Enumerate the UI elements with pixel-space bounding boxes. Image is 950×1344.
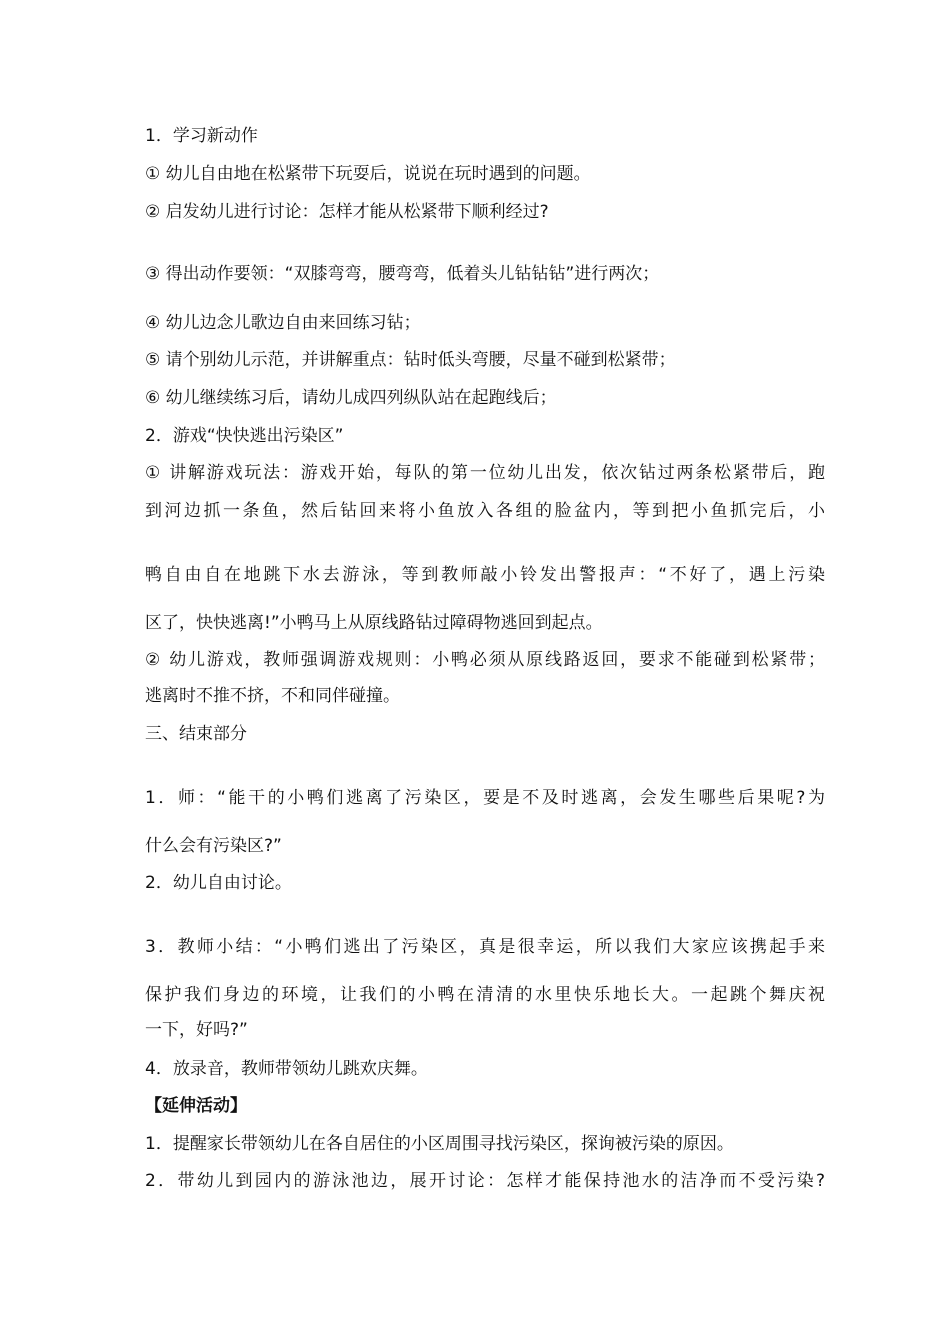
ending-dance: 4．放录音，教师带领幼儿跳欢庆舞。 (145, 1059, 428, 1079)
step-3-action-essentials: ③ 得出动作要领：“双膝弯弯，腰弯弯，低着头儿钻钻钻”进行两次； (145, 264, 660, 284)
ending-summary-line-3: 一下，好吗?” (145, 1020, 248, 1040)
ending-summary-line-1: 3．教师小结：“小鸭们逃出了污染区，真是很幸运，所以我们大家应该携起手来 (145, 937, 825, 957)
section-heading-extension: 【延伸活动】 (145, 1096, 247, 1116)
section-heading-ending: 三、结束部分 (145, 724, 247, 744)
game-rules-line-2: 到河边抓一条鱼，然后钻回来将小鱼放入各组的脸盆内，等到把小鱼抓完后，小 (145, 501, 825, 521)
section-heading-learn-new-action: 1．学习新动作 (145, 126, 258, 146)
step-1-free-play: ① 幼儿自由地在松紧带下玩耍后，说说在玩时遇到的问题。 (145, 164, 591, 184)
ending-summary-line-2: 保护我们身边的环境，让我们的小鸭在清清的水里快乐地长大。一起跳个舞庆祝 (145, 985, 825, 1005)
section-heading-game: 2．游戏“快快逃出污染区” (145, 426, 344, 446)
ending-teacher-question-line-1: 1．师：“能干的小鸭们逃离了污染区，要是不及时逃离，会发生哪些后果呢?为 (145, 788, 825, 808)
step-2-discussion: ② 启发幼儿进行讨论：怎样才能从松紧带下顺利经过? (145, 202, 549, 222)
step-6-line-up: ⑥ 幼儿继续练习后，请幼儿成四列纵队站在起跑线后； (145, 388, 557, 408)
ending-teacher-question-line-2: 什么会有污染区?” (145, 836, 282, 856)
extension-item-1: 1．提醒家长带领幼儿在各自居住的小区周围寻找污染区，探询被污染的原因。 (145, 1134, 734, 1154)
extension-item-2: 2．带幼儿到园内的游泳池边，展开讨论：怎样才能保持池水的洁净而不受污染? (145, 1171, 825, 1191)
step-4-practice: ④ 幼儿边念儿歌边自由来回练习钻； (145, 313, 421, 333)
game-rules-line-3: 鸭自由自在地跳下水去游泳，等到教师敲小铃发出警报声：“不好了，遇上污染 (145, 565, 825, 585)
game-play-line-2: 逃离时不推不挤，不和同伴碰撞。 (145, 686, 400, 706)
game-rules-line-4: 区了，快快逃离!”小鸭马上从原线路钻过障碍物逃回到起点。 (145, 613, 603, 633)
ending-free-discussion: 2．幼儿自由讨论。 (145, 873, 292, 893)
step-5-demonstration: ⑤ 请个别幼儿示范，并讲解重点：钻时低头弯腰，尽量不碰到松紧带； (145, 350, 676, 370)
game-rules-line-1: ① 讲解游戏玩法：游戏开始，每队的第一位幼儿出发，依次钻过两条松紧带后，跑 (145, 463, 825, 483)
game-play-line-1: ② 幼儿游戏，教师强调游戏规则：小鸭必须从原线路返回，要求不能碰到松紧带； (145, 650, 825, 670)
